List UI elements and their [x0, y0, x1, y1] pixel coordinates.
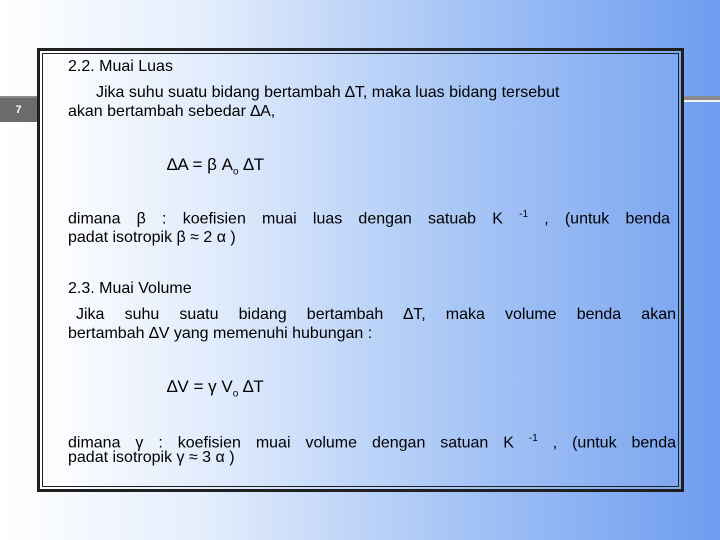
- section-heading-muai-luas: 2.2. Muai Luas: [68, 58, 173, 75]
- paragraph-line: bertambah ∆V yang memenuhi hubungan :: [68, 325, 373, 342]
- equation-subscript: o: [232, 388, 239, 400]
- definition-text: , (untuk benda: [528, 210, 670, 228]
- definition-text: , (untuk benda: [537, 434, 676, 452]
- equation-rhs: ∆T: [238, 155, 265, 174]
- equation-lhs: ∆A = β A: [167, 155, 234, 174]
- equation-volume-expansion: [167, 377, 264, 399]
- definition-text: dimana γ : koefisien muai volume dengan satuan K: [68, 434, 529, 452]
- equation-subscript: o: [233, 166, 239, 178]
- definition-text: dimana β : koefisien muai luas dengan satuab K: [68, 210, 520, 228]
- paragraph-line: Jika suhu suatu bidang bertambah ∆T, maka luas bidang tersebut: [96, 84, 560, 101]
- paragraph-line: Jika suhu suatu bidang bertambah ∆T, maka volume benda akan: [76, 306, 676, 323]
- definition-line: [68, 206, 670, 228]
- section-heading-muai-volume: 2.3. Muai Volume: [68, 280, 192, 297]
- equation-rhs: ∆T: [238, 377, 264, 396]
- paragraph-line: akan bertambah sebedar ∆A,: [68, 103, 276, 120]
- definition-line: padat isotropik β ≈ 2 α ): [68, 229, 236, 246]
- page-number: 7: [0, 98, 37, 122]
- equation-lhs: ∆V = γ V: [167, 377, 233, 396]
- unit-exponent: -1: [528, 433, 538, 444]
- equation-area-expansion: [167, 155, 264, 177]
- unit-exponent: -1: [519, 209, 529, 220]
- definition-line: padat isotropik γ ≈ 3 α ): [68, 449, 235, 466]
